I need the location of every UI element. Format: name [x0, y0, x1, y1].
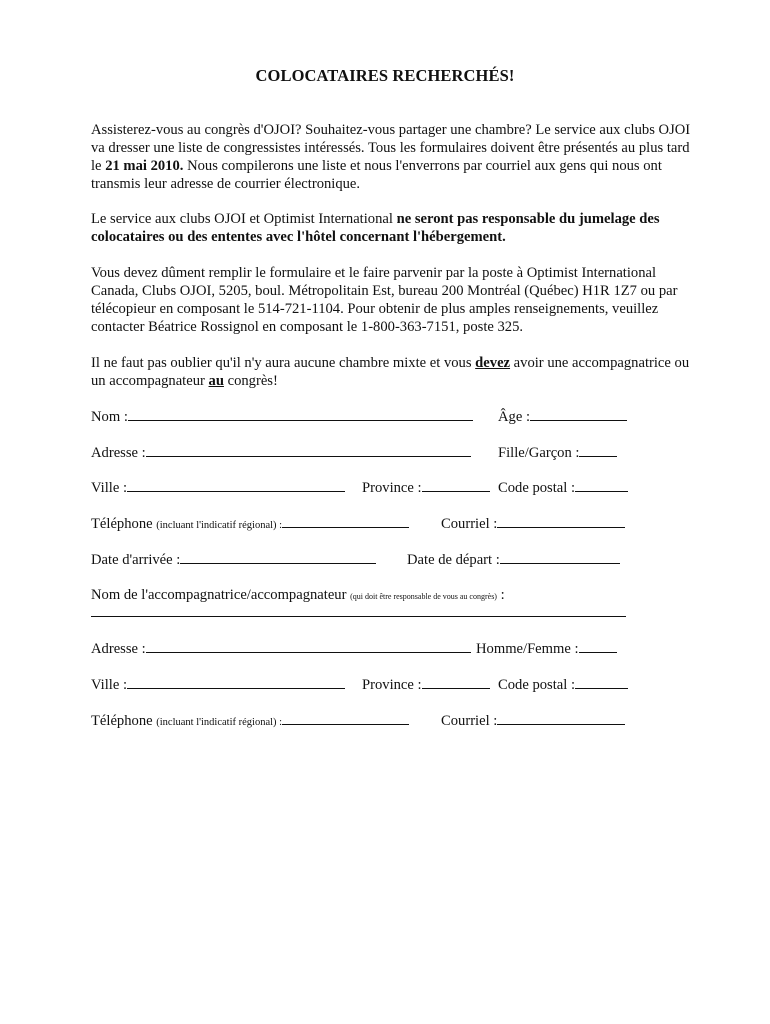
nom-label: Nom : [91, 409, 128, 425]
telephone-label: Téléphone [91, 516, 153, 532]
adresse-field[interactable] [91, 443, 471, 462]
ville-label: Ville : [91, 480, 128, 496]
code-postal2-line[interactable] [575, 675, 628, 689]
accompagnateur-label: Nom de l'accompagnatrice/accompagnateur [91, 587, 347, 603]
instructions-paragraph: Vous devez dûment remplir le formulaire et le faire parvenir par la poste à Optimist International Canada, Clubs OJOI, 5205, boul. Métropolitain Est, bureau 200 Montréal (Québec) H1R 1Z7 ou par télécopieur en composant le 514-721-1104. Pour obtenir de plus amples renseignements, veuillez contacter Béatrice Rossignol en composant le 1-800-363-7151, poste 325. [91, 265, 678, 335]
province2-field[interactable] [362, 675, 490, 694]
date-arrivee-line[interactable] [180, 550, 376, 564]
ville-field[interactable] [91, 478, 345, 497]
disclaimer-paragraph [91, 210, 691, 246]
fille-garcon-line[interactable] [579, 443, 617, 457]
disclaimer-bold: ne seront pas responsable du jumelage des colocataires ou des ententes avec l'hôtel concernant l'hébergement. [91, 211, 660, 245]
page-title: COLOCATAIRES RECHERCHÉS! [255, 66, 515, 85]
accompagnateur-note: (qui doit être responsable de vous au congrès) [350, 592, 497, 601]
telephone2-field[interactable] [91, 711, 409, 730]
homme-femme-field[interactable] [476, 639, 617, 658]
adresse2-field[interactable] [91, 639, 471, 658]
province2-label: Province : [362, 677, 422, 693]
code-postal-field[interactable] [498, 478, 628, 497]
telephone-line[interactable] [282, 514, 409, 528]
deadline-date: 21 mai 2010. [105, 158, 184, 174]
courriel-field[interactable] [441, 514, 625, 533]
devez-emphasis: devez [475, 355, 511, 371]
adresse2-label: Adresse : [91, 641, 146, 657]
date-arrivee-label: Date d'arrivée : [91, 552, 181, 568]
age-field[interactable] [498, 407, 627, 426]
province-label: Province : [362, 480, 422, 496]
intro-paragraph [91, 121, 691, 193]
courriel2-field[interactable] [441, 711, 625, 730]
province-field[interactable] [362, 478, 490, 497]
province2-line[interactable] [422, 675, 490, 689]
nom-line[interactable] [128, 407, 473, 421]
ville2-label: Ville : [91, 677, 128, 693]
date-depart-field[interactable] [407, 550, 620, 569]
date-arrivee-field[interactable] [91, 550, 376, 569]
telephone2-line[interactable] [282, 711, 409, 725]
accompagnateur-name-line[interactable] [91, 616, 626, 617]
accompagnateur-label-row [91, 587, 505, 604]
homme-femme-label: Homme/Femme : [476, 641, 579, 657]
ville-line[interactable] [127, 478, 345, 492]
date-depart-line[interactable] [500, 550, 620, 564]
disclaimer-text: Le service aux clubs OJOI et Optimist International [91, 211, 397, 227]
age-label: Âge : [498, 409, 531, 425]
courriel2-label: Courriel : [441, 713, 498, 729]
age-line[interactable] [530, 407, 627, 421]
telephone-note: (incluant l'indicatif régional) : [156, 520, 283, 531]
courriel-line[interactable] [497, 514, 625, 528]
adresse-label: Adresse : [91, 445, 146, 461]
province-line[interactable] [422, 478, 490, 492]
telephone2-note: (incluant l'indicatif régional) : [156, 717, 283, 728]
fille-garcon-label: Fille/Garçon : [498, 445, 580, 461]
code-postal-line[interactable] [575, 478, 628, 492]
reminder-text-end: congrès! [223, 373, 278, 389]
code-postal2-field[interactable] [498, 675, 628, 694]
code-postal2-label: Code postal : [498, 677, 576, 693]
adresse-line[interactable] [146, 443, 471, 457]
intro-text: Assisterez-vous au congrès d'OJOI? Souhaitez-vous partager une chambre? Le service aux clubs OJOI va dresser une liste de congressistes intéressés. Tous les formulaires doivent être présentés au plus tard le [91, 122, 691, 174]
code-postal-label: Code postal : [498, 480, 576, 496]
telephone2-label: Téléphone [91, 713, 153, 729]
reminder-text-mid: avoir une accompagnatrice ou un accompagnateur [91, 355, 690, 389]
nom-field[interactable] [91, 407, 473, 426]
homme-femme-line[interactable] [579, 639, 617, 653]
au-emphasis: au [208, 373, 224, 389]
date-depart-label: Date de départ : [407, 552, 500, 568]
accompagnateur-colon: : [496, 587, 505, 603]
courriel2-line[interactable] [497, 711, 625, 725]
ville2-field[interactable] [91, 675, 345, 694]
fille-garcon-field[interactable] [498, 443, 617, 462]
reminder-text: Il ne faut pas oublier qu'il n'y aura aucune chambre mixte et vous [91, 355, 476, 371]
courriel-label: Courriel : [441, 516, 498, 532]
intro-text-end: Nous compilerons une liste et nous l'enverrons par courriel aux gens qui nous ont transmis leur adresse de courrier électronique. [91, 158, 662, 192]
telephone-field[interactable] [91, 514, 409, 533]
adresse2-line[interactable] [146, 639, 471, 653]
ville2-line[interactable] [127, 675, 345, 689]
reminder-paragraph [91, 354, 691, 390]
